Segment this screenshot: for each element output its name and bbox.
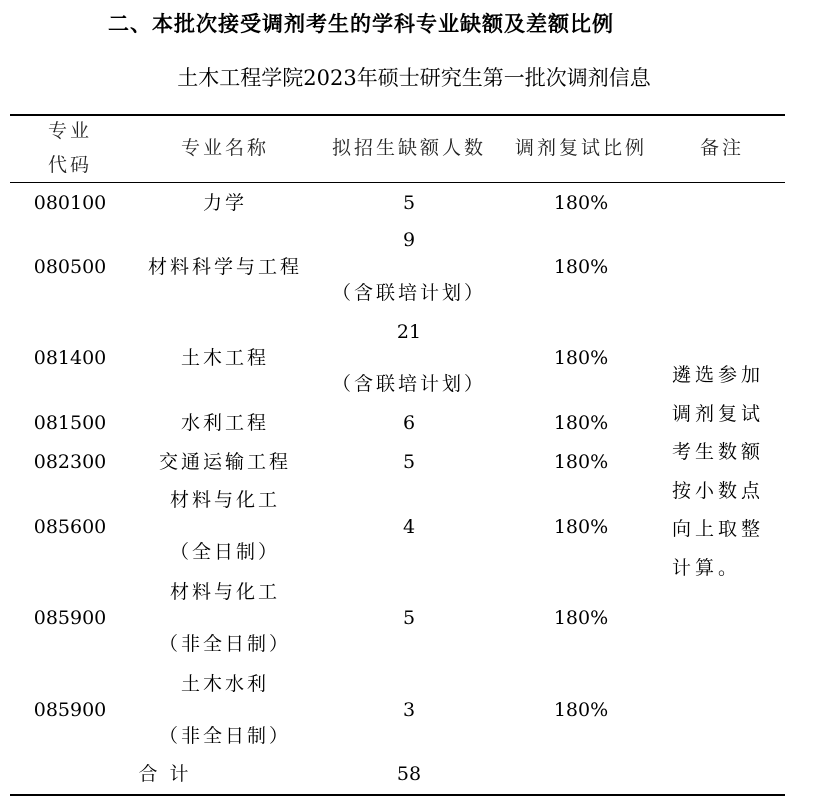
table-top-rule [10, 114, 785, 116]
row-code: 081400 [33, 347, 107, 369]
header-code [30, 114, 110, 182]
row-quota: 4 [402, 516, 416, 538]
row-name: 土木工程 [180, 347, 269, 369]
header-bottom-rule [10, 182, 785, 183]
row-code: 082300 [33, 451, 107, 473]
row-ratio: 180% [553, 516, 609, 538]
remark-line: 按小数点 [672, 479, 765, 502]
row-name: 材料与化工 [169, 581, 280, 603]
row-code: 085900 [33, 699, 107, 721]
total-quota: 58 [396, 763, 422, 785]
header-name: 专业名称 [180, 137, 269, 159]
row-code: 081500 [33, 412, 107, 434]
header-note: 备注 [699, 137, 744, 159]
section-heading: 二、本批次接受调剂考生的学科专业缺额及差额比例 [108, 12, 614, 36]
header-quota: 拟招生缺额人数 [331, 137, 486, 159]
row-name: 水利工程 [180, 412, 269, 434]
row-ratio: 180% [553, 699, 609, 721]
row-ratio: 180% [553, 607, 609, 629]
remark-line: 向上取整 [672, 518, 765, 540]
row-quota: 3 [402, 699, 416, 721]
row-quota: 21 [396, 321, 422, 343]
row-code: 085900 [33, 607, 107, 629]
remark-line: 考生数额 [672, 441, 765, 463]
row-quota: 5 [402, 451, 416, 473]
row-ratio: 180% [553, 347, 609, 369]
header-code-line2: 代码 [47, 154, 92, 176]
row-name-note: （非全日制） [158, 633, 291, 655]
total-label: 合 计 [138, 763, 192, 785]
row-code: 085600 [33, 516, 107, 538]
header-ratio: 调剂复试比例 [514, 137, 647, 159]
row-code: 080100 [33, 192, 107, 214]
remark-text [672, 356, 772, 587]
row-quota-note: （含联培计划） [331, 282, 486, 304]
row-name: 交通运输工程 [158, 451, 291, 473]
remark-line: 遴选参加 [672, 364, 765, 386]
row-name: 材料科学与工程 [147, 256, 302, 278]
row-quota: 5 [402, 192, 416, 214]
header-code-line1: 专业 [47, 120, 92, 142]
row-name: 力学 [202, 192, 247, 214]
row-ratio: 180% [553, 451, 609, 473]
row-name-note: （非全日制） [158, 725, 291, 747]
row-name: 土木水利 [180, 673, 269, 695]
row-name: 材料与化工 [169, 489, 280, 511]
row-ratio: 180% [553, 192, 609, 214]
row-ratio: 180% [553, 256, 609, 278]
table-bottom-rule [10, 794, 785, 796]
row-quota: 5 [402, 607, 416, 629]
table-title: 土木工程学院2023年硕士研究生第一批次调剂信息 [177, 66, 651, 90]
row-quota-note: （含联培计划） [331, 373, 486, 395]
row-name-note: （全日制） [169, 541, 280, 563]
row-ratio: 180% [553, 412, 609, 434]
remark-line: 计算。 [672, 556, 742, 579]
row-code: 080500 [33, 256, 107, 278]
row-quota: 9 [402, 229, 416, 251]
remark-line: 调剂复试 [672, 402, 765, 425]
row-quota: 6 [402, 412, 416, 434]
